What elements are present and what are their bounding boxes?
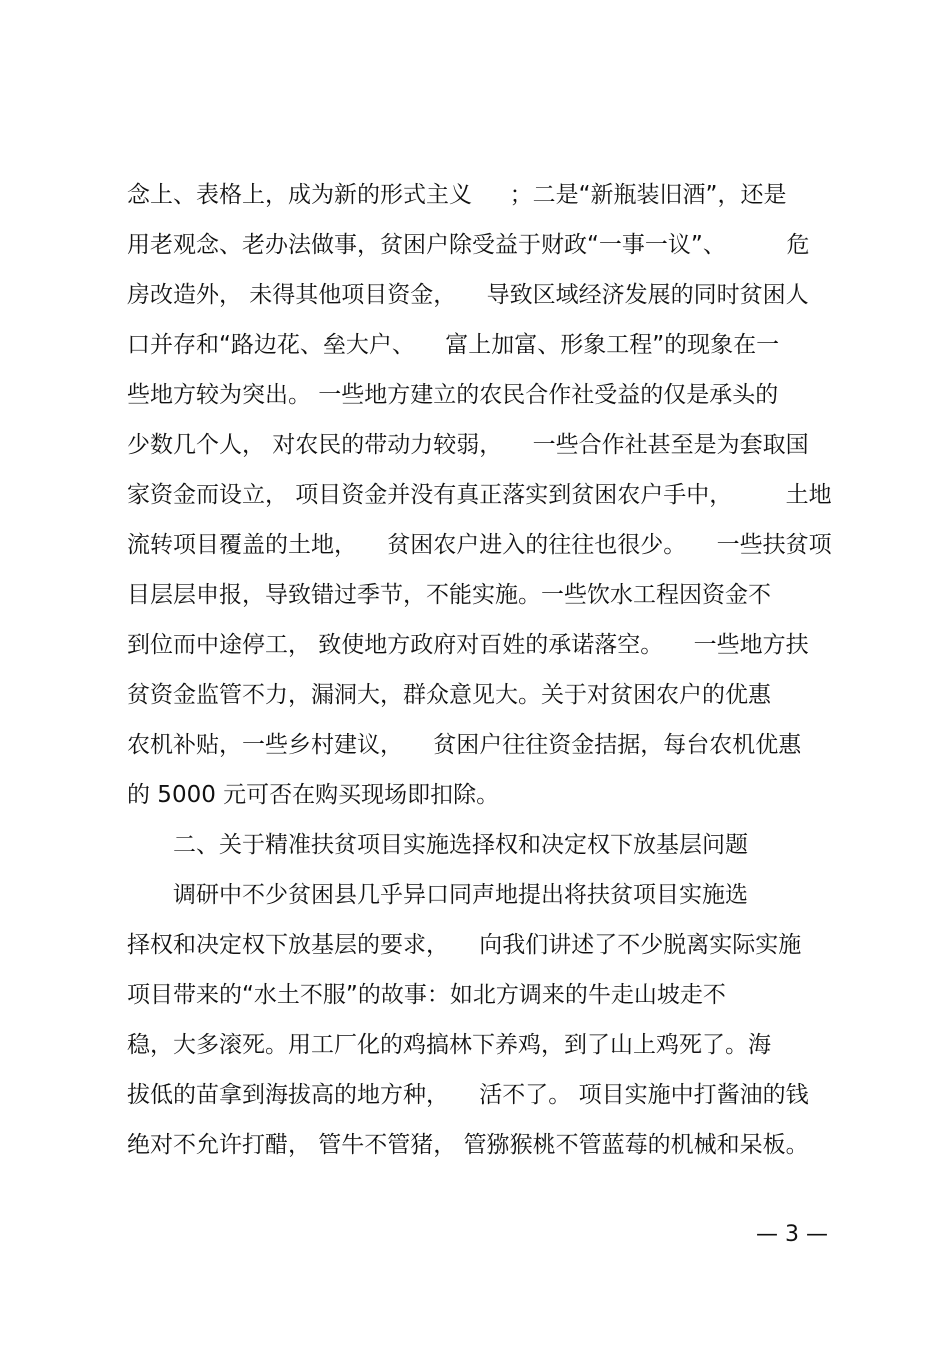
text-line: 拔低的苗拿到海拔高的地方种， 活不了。 项目实施中打酱油的钱 xyxy=(127,1082,809,1108)
text-line: 调研中不少贫困县几乎异口同声地提出将扶贫项目实施选 xyxy=(127,882,748,908)
text-line: 少数几个人， 对农民的带动力较弱， 一些合作社甚至是为套取国 xyxy=(127,432,809,458)
text-line: 农机补贴，一些乡村建议， 贫困户往往资金拮据，每台农机优惠 xyxy=(127,732,802,758)
text-line: 房改造外， 未得其他项目资金， 导致区域经济发展的同时贫困人 xyxy=(127,282,809,308)
text-line: 目层层申报，导致错过季节，不能实施。一些饮水工程因资金不 xyxy=(127,582,771,608)
page-number: — 3 — xyxy=(756,1222,828,1247)
text-line: 择权和决定权下放基层的要求， 向我们讲述了不少脱离实际实施 xyxy=(127,932,802,958)
text-line: 稳，大多滚死。用工厂化的鸡搞林下养鸡，到了山上鸡死了。海 xyxy=(127,1032,771,1058)
text-line: 到位而中途停工， 致使地方政府对百姓的承诺落空。 一些地方扶 xyxy=(127,632,809,658)
text-line: 用老观念、老办法做事，贫困户除受益于财政“一事一议”、 危 xyxy=(127,232,810,258)
text-line: 口并存和“路边花、垒大户、 富上加富、形象工程”的现象在一 xyxy=(127,332,780,358)
text-line: 家资金而设立， 项目资金并没有真正落实到贫困农户手中， 土地 xyxy=(127,482,832,508)
text-line: 绝对不允许打醋， 管牛不管猪， 管猕猴桃不管蓝莓的机械和呆板。 xyxy=(127,1132,809,1158)
text-line: 贫资金监管不力，漏洞大，群众意见大。关于对贫困农户的优惠 xyxy=(127,682,771,708)
text-line: 念上、表格上，成为新的形式主义 ；二是“新瓶装旧酒”，还是 xyxy=(127,182,787,208)
text-line: 流转项目覆盖的土地， 贫困农户进入的往往也很少。 一些扶贫项 xyxy=(127,532,832,558)
text-line: 些地方较为突出。 一些地方建立的农民合作社受益的仅是承头的 xyxy=(127,382,779,408)
text-line: 项目带来的“水土不服”的故事：如北方调来的牛走山坡走不 xyxy=(127,982,726,1008)
text-line: 的 5000 元可否在购买现场即扣除。 xyxy=(127,782,500,808)
section-heading: 二、关于精准扶贫项目实施选择权和决定权下放基层问题 xyxy=(127,832,748,858)
